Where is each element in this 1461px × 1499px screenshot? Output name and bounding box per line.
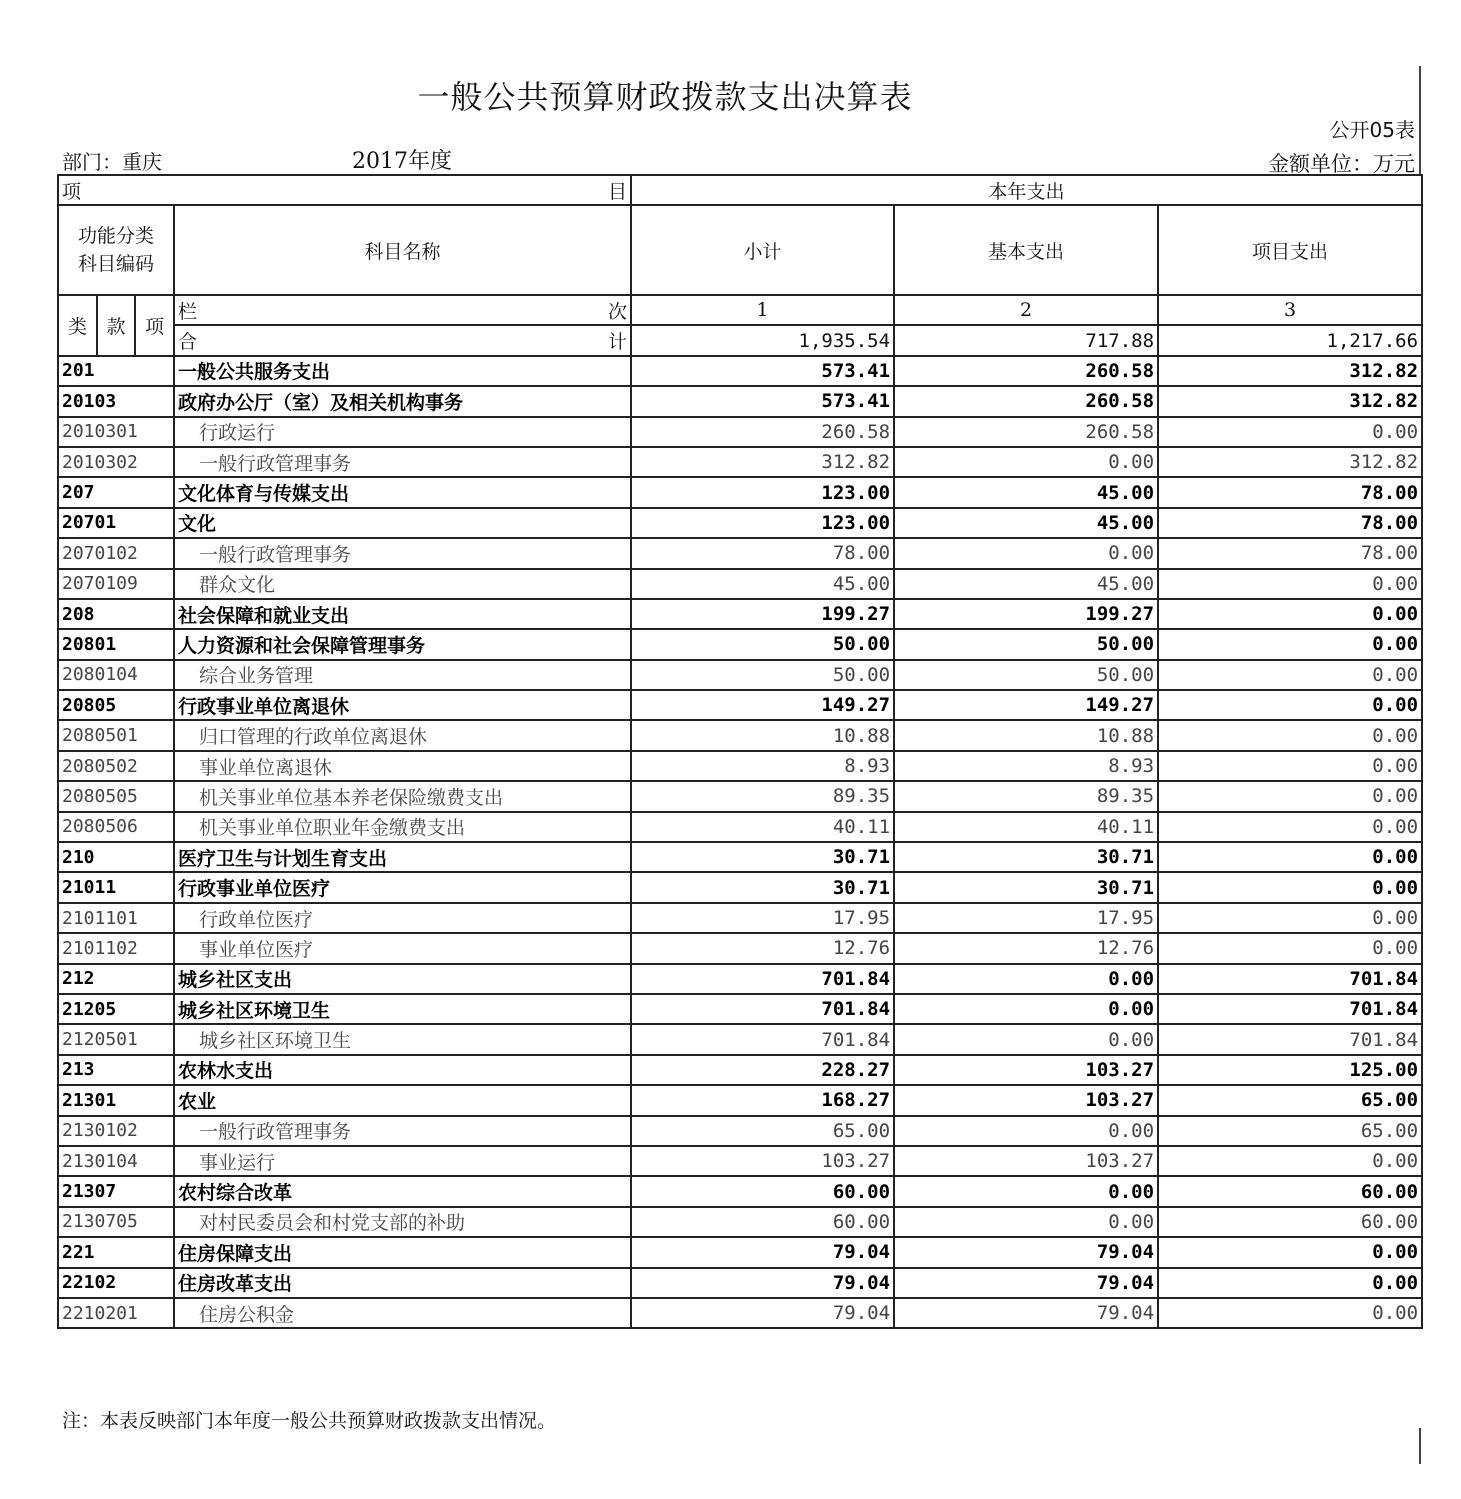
subject-code: 2101101 — [58, 903, 174, 933]
item-left-label: 项 — [62, 180, 82, 203]
amount-unit: 金额单位：万元 — [1268, 152, 1415, 176]
project-value: 0.00 — [1158, 1268, 1422, 1298]
table-row — [58, 599, 1422, 629]
subtotal-header: 小计 — [631, 205, 894, 295]
basic-value: 260.58 — [894, 356, 1158, 386]
project-value: 0.00 — [1158, 903, 1422, 933]
xiang-header: 项 — [135, 295, 174, 356]
subtotal-value: 199.27 — [631, 599, 894, 629]
basic-value: 0.00 — [894, 538, 1158, 568]
project-value: 312.82 — [1158, 356, 1422, 386]
basic-value: 0.00 — [894, 1024, 1158, 1054]
col-number-2: 2 — [894, 295, 1158, 325]
subject-name: 农林水支出 — [174, 1055, 631, 1085]
subtotal-value: 123.00 — [631, 508, 894, 538]
current-year-header: 本年支出 — [631, 175, 1422, 205]
project-value: 0.00 — [1158, 660, 1422, 690]
subtotal-value: 45.00 — [631, 569, 894, 599]
subtotal-value: 573.41 — [631, 386, 894, 416]
subtotal-value: 30.71 — [631, 872, 894, 902]
basic-value: 103.27 — [894, 1055, 1158, 1085]
project-value: 0.00 — [1158, 812, 1422, 842]
table-row — [58, 660, 1422, 690]
subject-code: 2080506 — [58, 812, 174, 842]
project-value: 0.00 — [1158, 417, 1422, 447]
subtotal-value: 50.00 — [631, 629, 894, 659]
basic-value: 0.00 — [894, 994, 1158, 1024]
col-number-3: 3 — [1158, 295, 1422, 325]
subject-name: 行政运行 — [174, 417, 631, 447]
project-value: 0.00 — [1158, 569, 1422, 599]
basic-value: 45.00 — [894, 569, 1158, 599]
basic-value: 50.00 — [894, 660, 1158, 690]
basic-value: 45.00 — [894, 508, 1158, 538]
project-value: 125.00 — [1158, 1055, 1422, 1085]
subtotal-value: 17.95 — [631, 903, 894, 933]
table-row — [58, 1055, 1422, 1085]
subject-code: 21307 — [58, 1176, 174, 1206]
basic-value: 0.00 — [894, 1207, 1158, 1237]
subtotal-value: 40.11 — [631, 812, 894, 842]
table-row — [58, 538, 1422, 568]
lan-label: 栏 — [178, 300, 198, 323]
table-row — [58, 1237, 1422, 1267]
subject-code: 212 — [58, 964, 174, 994]
table-row — [58, 1146, 1422, 1176]
table-row — [58, 417, 1422, 447]
subject-code: 20805 — [58, 690, 174, 720]
subtotal-value: 50.00 — [631, 660, 894, 690]
subtotal-value: 701.84 — [631, 994, 894, 1024]
lei-header: 类 — [58, 295, 97, 356]
subject-code: 2080501 — [58, 720, 174, 750]
basic-value: 199.27 — [894, 599, 1158, 629]
subtotal-value: 30.71 — [631, 842, 894, 872]
table-row — [58, 447, 1422, 477]
table-row — [58, 690, 1422, 720]
subject-name: 机关事业单位职业年金缴费支出 — [174, 812, 631, 842]
basic-value: 0.00 — [894, 964, 1158, 994]
project-value: 60.00 — [1158, 1176, 1422, 1206]
table-row — [58, 477, 1422, 507]
subject-code: 2130705 — [58, 1207, 174, 1237]
subject-code: 2130104 — [58, 1146, 174, 1176]
basic-value: 79.04 — [894, 1268, 1158, 1298]
subject-name: 住房公积金 — [174, 1298, 631, 1328]
column-number-row — [58, 295, 1422, 325]
subject-code: 210 — [58, 842, 174, 872]
table-row — [58, 994, 1422, 1024]
project-header: 项目支出 — [1158, 205, 1422, 295]
basic-value: 103.27 — [894, 1085, 1158, 1115]
func-code-header: 功能分类科目编码 — [58, 205, 174, 295]
subtotal-value: 12.76 — [631, 933, 894, 963]
subject-name: 农村综合改革 — [174, 1176, 631, 1206]
project-value: 0.00 — [1158, 1146, 1422, 1176]
table-row — [58, 569, 1422, 599]
table-row — [58, 1085, 1422, 1115]
table-row — [58, 386, 1422, 416]
subtotal-value: 60.00 — [631, 1176, 894, 1206]
basic-value: 0.00 — [894, 1176, 1158, 1206]
table-row — [58, 356, 1422, 386]
item-right-label: 目 — [608, 180, 628, 203]
expenditure-table — [57, 174, 1423, 1329]
table-row — [58, 781, 1422, 811]
subject-name: 社会保障和就业支出 — [174, 599, 631, 629]
page-title: 一般公共预算财政拨款支出决算表 — [417, 78, 913, 116]
basic-value: 0.00 — [894, 1116, 1158, 1146]
subject-code: 20103 — [58, 386, 174, 416]
basic-value: 10.88 — [894, 720, 1158, 750]
subtotal-value: 8.93 — [631, 751, 894, 781]
subtotal-value: 149.27 — [631, 690, 894, 720]
subject-code: 2080104 — [58, 660, 174, 690]
subject-name-header: 科目名称 — [174, 205, 631, 295]
total-label-cell — [174, 325, 631, 355]
project-value: 0.00 — [1158, 599, 1422, 629]
subject-code: 21205 — [58, 994, 174, 1024]
subject-name: 人力资源和社会保障管理事务 — [174, 629, 631, 659]
basic-value: 79.04 — [894, 1298, 1158, 1328]
subtotal-value: 89.35 — [631, 781, 894, 811]
subject-code: 22102 — [58, 1268, 174, 1298]
subject-code: 2080502 — [58, 751, 174, 781]
subtotal-value: 60.00 — [631, 1207, 894, 1237]
project-value: 701.84 — [1158, 964, 1422, 994]
subject-code: 213 — [58, 1055, 174, 1085]
project-value: 312.82 — [1158, 447, 1422, 477]
table-row — [58, 842, 1422, 872]
table-row — [58, 1116, 1422, 1146]
basic-value: 149.27 — [894, 690, 1158, 720]
basic-value: 30.71 — [894, 842, 1158, 872]
subject-code: 20801 — [58, 629, 174, 659]
subject-code: 21301 — [58, 1085, 174, 1115]
project-value: 0.00 — [1158, 1237, 1422, 1267]
basic-value: 260.58 — [894, 386, 1158, 416]
subject-code: 208 — [58, 599, 174, 629]
basic-value: 30.71 — [894, 872, 1158, 902]
table-row — [58, 508, 1422, 538]
subject-name: 住房改革支出 — [174, 1268, 631, 1298]
project-value: 0.00 — [1158, 781, 1422, 811]
ci-label: 次 — [608, 300, 628, 323]
subject-code: 201 — [58, 356, 174, 386]
table-row — [58, 751, 1422, 781]
project-value: 78.00 — [1158, 477, 1422, 507]
department-label: 部门：重​庆 — [62, 150, 162, 174]
subtotal-value: 573.41 — [631, 356, 894, 386]
project-value: 0.00 — [1158, 751, 1422, 781]
he-label: 合 — [178, 331, 198, 354]
subject-name: 一般行政管理事务 — [174, 1116, 631, 1146]
subject-name: 机关事业单位基本养老保险缴费支出 — [174, 781, 631, 811]
table-row — [58, 1024, 1422, 1054]
header-row-2 — [58, 205, 1422, 295]
subject-code: 2070102 — [58, 538, 174, 568]
header-row-1 — [58, 175, 1422, 205]
item-header — [58, 175, 631, 205]
total-row — [58, 325, 1422, 355]
subtotal-value: 65.00 — [631, 1116, 894, 1146]
lanci-cell — [174, 295, 631, 325]
subject-name: 城乡社区支出 — [174, 964, 631, 994]
subject-code: 2130102 — [58, 1116, 174, 1146]
basic-value: 40.11 — [894, 812, 1158, 842]
subtotal-value: 228.27 — [631, 1055, 894, 1085]
subtotal-value: 123.00 — [631, 477, 894, 507]
subject-code: 20701 — [58, 508, 174, 538]
basic-value: 17.95 — [894, 903, 1158, 933]
project-value: 0.00 — [1158, 720, 1422, 750]
subtotal-value: 10.88 — [631, 720, 894, 750]
project-value: 701.84 — [1158, 994, 1422, 1024]
form-number: 公开05表 — [1329, 118, 1415, 142]
subject-code: 21011 — [58, 872, 174, 902]
table-row — [58, 629, 1422, 659]
page-edge-line-bottom — [1419, 1428, 1421, 1464]
subject-name: 行政事业单位离退休 — [174, 690, 631, 720]
subject-name: 城乡社区环境卫生 — [174, 994, 631, 1024]
footnote: 注：本表反映部门本年度一般公共预算财政拨款支出情况。 — [62, 1410, 557, 1432]
subject-code: 2210201 — [58, 1298, 174, 1328]
subtotal-value: 312.82 — [631, 447, 894, 477]
project-value: 312.82 — [1158, 386, 1422, 416]
project-value: 78.00 — [1158, 508, 1422, 538]
subject-code: 2070109 — [58, 569, 174, 599]
table-row — [58, 933, 1422, 963]
table-row — [58, 812, 1422, 842]
subject-code: 2080505 — [58, 781, 174, 811]
total-subtotal: 1,935.54 — [631, 325, 894, 355]
subject-name: 对村民委员会和村党支部的补助 — [174, 1207, 631, 1237]
basic-value: 89.35 — [894, 781, 1158, 811]
ji-label: 计 — [608, 331, 628, 354]
subject-name: 事业单位医疗 — [174, 933, 631, 963]
basic-value: 79.04 — [894, 1237, 1158, 1267]
kuan-header: 款 — [97, 295, 135, 356]
subtotal-value: 79.04 — [631, 1298, 894, 1328]
subject-name: 城乡社区环境卫生 — [174, 1024, 631, 1054]
basic-value: 103.27 — [894, 1146, 1158, 1176]
subject-code: 2101102 — [58, 933, 174, 963]
subject-code: 2010301 — [58, 417, 174, 447]
project-value: 701.84 — [1158, 1024, 1422, 1054]
subject-name: 政府办公厅（室）及相关机构事务 — [174, 386, 631, 416]
subject-name: 一般行政管理事务 — [174, 447, 631, 477]
project-value: 78.00 — [1158, 538, 1422, 568]
project-value: 0.00 — [1158, 872, 1422, 902]
project-value: 0.00 — [1158, 690, 1422, 720]
subject-name: 综合业务管理 — [174, 660, 631, 690]
basic-value: 0.00 — [894, 447, 1158, 477]
subtotal-value: 701.84 — [631, 1024, 894, 1054]
basic-value: 50.00 — [894, 629, 1158, 659]
subject-code: 2120501 — [58, 1024, 174, 1054]
col-number-1: 1 — [631, 295, 894, 325]
subject-name: 一般公共服务支出 — [174, 356, 631, 386]
subject-name: 归口管理的行政单位离退休 — [174, 720, 631, 750]
subject-code: 221 — [58, 1237, 174, 1267]
subject-name: 医疗卫生与计划生育支出 — [174, 842, 631, 872]
subject-name: 行政单位医疗 — [174, 903, 631, 933]
basic-header: 基本支出 — [894, 205, 1158, 295]
table-row — [58, 1207, 1422, 1237]
subtotal-value: 78.00 — [631, 538, 894, 568]
basic-value: 8.93 — [894, 751, 1158, 781]
subject-name: 行政事业单位医疗 — [174, 872, 631, 902]
subtotal-value: 79.04 — [631, 1268, 894, 1298]
subject-name: 文化体育与传媒支出 — [174, 477, 631, 507]
subject-code: 2010302 — [58, 447, 174, 477]
fiscal-year: 2017年度 — [352, 149, 452, 174]
subject-name: 农业 — [174, 1085, 631, 1115]
total-project: 1,217.66 — [1158, 325, 1422, 355]
table-row — [58, 1176, 1422, 1206]
project-value: 0.00 — [1158, 1298, 1422, 1328]
subject-code: 207 — [58, 477, 174, 507]
subtotal-value: 168.27 — [631, 1085, 894, 1115]
basic-value: 45.00 — [894, 477, 1158, 507]
table-row — [58, 964, 1422, 994]
table-row — [58, 1268, 1422, 1298]
subtotal-value: 260.58 — [631, 417, 894, 447]
total-basic: 717.88 — [894, 325, 1158, 355]
page-edge-line-top — [1419, 66, 1421, 174]
table-row — [58, 1298, 1422, 1328]
table-row — [58, 903, 1422, 933]
subject-name: 文化 — [174, 508, 631, 538]
table-row — [58, 872, 1422, 902]
project-value: 0.00 — [1158, 842, 1422, 872]
subtotal-value: 79.04 — [631, 1237, 894, 1267]
project-value: 0.00 — [1158, 933, 1422, 963]
subject-name: 群众文化 — [174, 569, 631, 599]
project-value: 65.00 — [1158, 1116, 1422, 1146]
basic-value: 260.58 — [894, 417, 1158, 447]
basic-value: 12.76 — [894, 933, 1158, 963]
table-row — [58, 720, 1422, 750]
subject-name: 事业运行 — [174, 1146, 631, 1176]
subtotal-value: 103.27 — [631, 1146, 894, 1176]
subject-name: 一般行政管理事务 — [174, 538, 631, 568]
subject-name: 住房保障支出 — [174, 1237, 631, 1267]
project-value: 60.00 — [1158, 1207, 1422, 1237]
subtotal-value: 701.84 — [631, 964, 894, 994]
project-value: 0.00 — [1158, 629, 1422, 659]
project-value: 65.00 — [1158, 1085, 1422, 1115]
subject-name: 事业单位离退休 — [174, 751, 631, 781]
